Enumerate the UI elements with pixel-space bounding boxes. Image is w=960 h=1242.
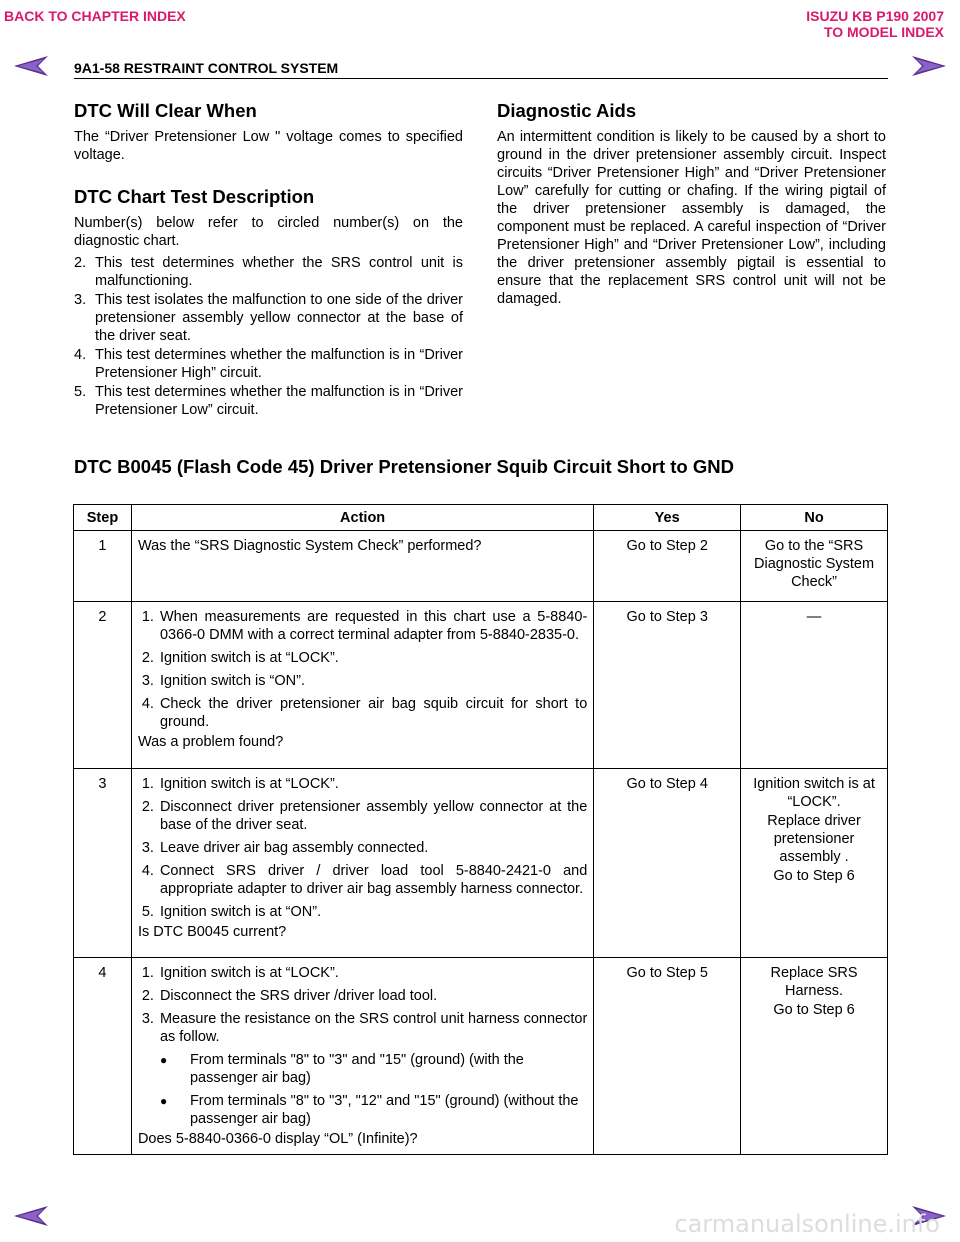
action-item — [138, 775, 587, 793]
dtc-clear-text: The “Driver Pretensioner Low " voltage comes to specified voltage. — [74, 129, 463, 163]
table-header-row — [74, 505, 888, 531]
step-cell: 3 — [74, 769, 132, 958]
prev-page-bottom-arrow-icon[interactable] — [14, 1206, 48, 1226]
action-item-number: 3. — [141, 1011, 154, 1027]
action-item — [138, 695, 587, 731]
action-question: Was a problem found? — [137, 734, 284, 750]
action-item-text: Measure the resistance on the SRS control unit harness connector as follow. — [159, 1011, 588, 1045]
action-item-text: Disconnect the SRS driver /driver load tool. — [159, 988, 438, 1004]
action-item-number: 4. — [141, 696, 154, 712]
next-page-arrow-icon[interactable] — [912, 56, 946, 76]
action-item-text: Ignition switch is at “ON”. — [159, 904, 322, 920]
header-action: Action — [131, 505, 593, 531]
no-cell — [741, 602, 888, 769]
dtc-clear-heading: DTC Will Clear When — [74, 100, 257, 121]
step-cell: 4 — [74, 958, 132, 1155]
action-item — [138, 649, 587, 667]
header-step: Step — [74, 505, 132, 531]
prev-page-arrow-icon[interactable] — [14, 56, 48, 76]
yes-cell: Go to Step 2 — [594, 531, 741, 602]
no-line: Go to Step 6 — [773, 868, 855, 884]
dtc-chart-heading: DTC Chart Test Description — [74, 186, 315, 207]
back-to-chapter-index-link[interactable]: BACK TO CHAPTER INDEX — [4, 8, 186, 24]
list-item — [74, 383, 463, 419]
action-cell — [131, 769, 593, 958]
action-cell — [131, 531, 593, 602]
step-cell: 1 — [74, 531, 132, 602]
action-item — [138, 798, 587, 834]
action-bullet — [138, 1092, 587, 1128]
table-title: DTC B0045 (Flash Code 45) Driver Pretensioner Squib Circuit Short to GND — [74, 456, 734, 477]
table-row — [74, 769, 888, 958]
action-question: Does 5-8840-0366-0 display “OL” (Infinite)? — [137, 1131, 418, 1147]
no-cell — [741, 531, 888, 602]
action-item-number: 2. — [141, 650, 154, 666]
list-item-number: 4. — [74, 347, 87, 363]
action-bullet-text: From terminals "8" to "3", "12" and "15" (ground) (without the passenger air bag) — [189, 1093, 579, 1127]
bullet-dot-icon: ● — [159, 1053, 168, 1067]
action-item-number: 2. — [141, 799, 154, 815]
list-item-text: This test determines whether the SRS control unit is malfunctioning. — [95, 255, 463, 289]
action-item-text: Connect SRS driver / driver load tool 5-8840-2421-0 and appropriate adapter to driver air bag assembly harness connector. — [159, 863, 588, 897]
bullet-dot-icon: ● — [159, 1094, 168, 1108]
action-item — [138, 903, 587, 921]
action-item — [138, 608, 587, 644]
action-cell — [131, 602, 593, 769]
list-item-text: This test determines whether the malfunction is in “Driver Pretensioner High” circuit. — [95, 347, 463, 381]
list-item-number: 3. — [74, 292, 87, 308]
test-description-list — [74, 254, 463, 419]
header-yes: Yes — [594, 505, 741, 531]
action-item-text: Ignition switch is “ON”. — [159, 673, 305, 689]
no-line: Ignition switch is at “LOCK”. — [753, 776, 875, 810]
list-item-text: This test isolates the malfunction to one side of the driver pretensioner assembly yellow connector at the base of the driver seat. — [95, 292, 463, 344]
action-item-text: Disconnect driver pretensioner assembly yellow connector at the base of the driver seat. — [159, 799, 588, 833]
left-column — [74, 100, 463, 420]
table-row — [74, 602, 888, 769]
action-item-number: 5. — [141, 904, 154, 920]
action-item-number: 3. — [141, 840, 154, 856]
action-bullet-text: From terminals "8" to "3" and "15" (ground) (with the passenger air bag) — [189, 1052, 524, 1086]
action-item — [138, 839, 587, 857]
action-item-number: 4. — [141, 863, 154, 879]
right-column — [497, 100, 886, 308]
action-item-text: Ignition switch is at “LOCK”. — [159, 776, 339, 792]
action-item-number: 2. — [141, 988, 154, 1004]
no-line: Go to the “SRS Diagnostic System Check” — [754, 538, 875, 590]
action-item-text: Check the driver pretensioner air bag squib circuit for short to ground. — [159, 696, 588, 730]
action-item-number: 3. — [141, 673, 154, 689]
yes-cell: Go to Step 5 — [594, 958, 741, 1155]
model-index-line1: ISUZU KB P190 2007 — [806, 8, 944, 24]
action-item-text: Ignition switch is at “LOCK”. — [159, 965, 339, 981]
action-item-text: When measurements are requested in this chart use a 5-8840-0366-0 DMM with a correct terminal adapter from 5-8840-2835-0. — [159, 609, 588, 643]
action-item-text: Ignition switch is at “LOCK”. — [159, 650, 339, 666]
no-line: Replace driver pretensioner assembly . — [767, 813, 861, 865]
action-item-number: 1. — [141, 609, 154, 625]
page-header — [74, 59, 888, 79]
list-item — [74, 291, 463, 345]
no-line: Go to Step 6 — [773, 1002, 855, 1018]
no-line: — — [806, 609, 822, 625]
list-item-number: 2. — [74, 255, 87, 271]
no-line: Replace SRS Harness. — [770, 965, 858, 999]
model-index-line2: TO MODEL INDEX — [823, 24, 944, 40]
model-index-link[interactable] — [806, 8, 944, 40]
list-item-number: 5. — [74, 384, 87, 400]
action-item — [138, 862, 587, 898]
table-row — [74, 958, 888, 1155]
header-no: No — [741, 505, 888, 531]
no-cell — [741, 958, 888, 1155]
list-item — [74, 254, 463, 290]
diagnostic-aids-text: An intermittent condition is likely to be caused by a short to ground in the driver pretensioner assembly circuit. Inspect circuits “Driver Pretensioner High” and “Driver Pretensioner Low” carefully for cutting or chafing. If the wiring pigtail of the driver pretensioner assembly is damaged, the component must be replaced. A careful inspection of “Driver Pretensioner High” and “Driver Pretensioner Low”, including the driver pretensioner assembly pigtail is essential to ensure that the replacement SRS control unit will not be damaged. — [497, 129, 886, 307]
action-item — [138, 672, 587, 690]
action-item-number: 1. — [141, 776, 154, 792]
action-bullet — [138, 1051, 587, 1087]
page-title: 9A1-58 RESTRAINT CONTROL SYSTEM — [74, 60, 339, 76]
table-row — [74, 531, 888, 602]
action-item — [138, 964, 587, 982]
dtc-chart-intro: Number(s) below refer to circled number(s) on the diagnostic chart. — [74, 215, 463, 249]
yes-cell: Go to Step 4 — [594, 769, 741, 958]
step-cell: 2 — [74, 602, 132, 769]
action-item-text: Leave driver air bag assembly connected. — [159, 840, 429, 856]
diagnostic-table — [73, 504, 888, 1155]
yes-cell: Go to Step 3 — [594, 602, 741, 769]
watermark: carmanualsonline.info — [674, 1210, 940, 1238]
diagnostic-aids-heading: Diagnostic Aids — [497, 100, 637, 121]
action-item — [138, 1010, 587, 1046]
action-question: Is DTC B0045 current? — [137, 924, 287, 940]
list-item-text: This test determines whether the malfunction is in “Driver Pretensioner Low” circuit. — [95, 384, 463, 418]
action-item — [138, 987, 587, 1005]
no-cell — [741, 769, 888, 958]
action-item-number: 1. — [141, 965, 154, 981]
action-question: Was the “SRS Diagnostic System Check” performed? — [137, 538, 482, 554]
list-item — [74, 346, 463, 382]
action-cell — [131, 958, 593, 1155]
